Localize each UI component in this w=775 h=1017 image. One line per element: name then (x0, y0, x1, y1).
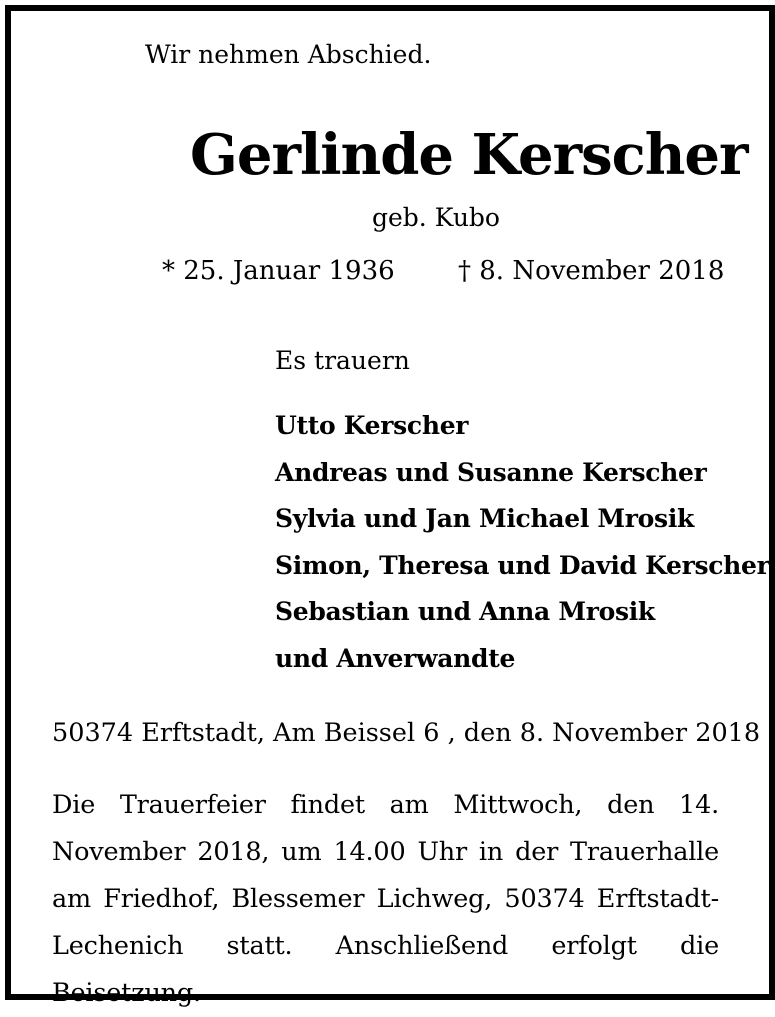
mourner-item: Utto Kerscher (275, 411, 469, 440)
mourner-item: Andreas und Susanne Kerscher (275, 457, 707, 487)
ceremony-text: Die Trauerfeier findet am Mittwoch, den 14. November 2018, um 14.00 Uhr in der Trauerhalle am Friedhof, Blessemer Lichweg, 50374 Erftstadt-Lechenich statt. Anschließend erfolgt die Beisetzung. (52, 790, 719, 1008)
death-date: † 8. November 2018 (458, 256, 725, 286)
mourner-item: Sylvia und Jan Michael Mrosik (275, 504, 695, 533)
mourners-list (275, 406, 770, 685)
mourner-item: und Anverwandte (275, 643, 516, 673)
mourner-item: Simon, Theresa und David Kerscher (275, 550, 770, 580)
address-line: 50374 Erftstadt, Am Beissel 6 , den 8. November 2018 (52, 718, 761, 748)
birth-date: * 25. Januar 1936 (162, 256, 395, 286)
mourner-item: Sebastian und Anna Mrosik (275, 597, 655, 626)
birth-name: geb. Kubo (372, 203, 500, 232)
intro-text: Wir nehmen Abschied. (145, 40, 432, 69)
mourners-label: Es trauern (275, 346, 410, 375)
deceased-name: Gerlinde Kerscher (190, 122, 748, 188)
